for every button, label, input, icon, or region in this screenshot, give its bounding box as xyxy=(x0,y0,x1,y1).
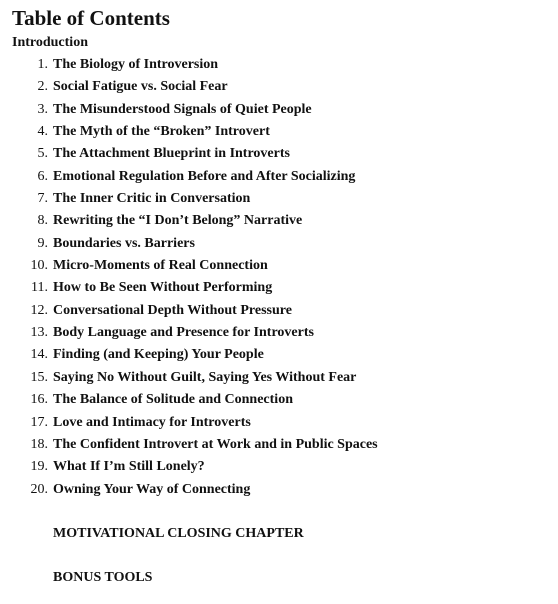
toc-introduction: Introduction xyxy=(12,35,88,50)
chapter-title: Love and Intimacy for Introverts xyxy=(53,414,251,430)
chapter-title: Emotional Regulation Before and After Socializing xyxy=(53,168,356,184)
chapter-title: Finding (and Keeping) Your People xyxy=(53,347,264,363)
chapter-title: The Inner Critic in Conversation xyxy=(53,191,251,207)
chapter-title: Boundaries vs. Barriers xyxy=(53,235,195,251)
chapter-number: 3. xyxy=(37,101,48,117)
chapter-number: 15. xyxy=(30,369,48,385)
chapter-number: 13. xyxy=(30,325,48,341)
chapter-number: 20. xyxy=(30,481,48,497)
toc-closing-chapter: MOTIVATIONAL CLOSING CHAPTER xyxy=(53,526,304,541)
chapter-number: 4. xyxy=(37,124,48,140)
chapter-number: 11. xyxy=(31,280,48,296)
toc-title: Table of Contents xyxy=(12,6,170,30)
chapter-title: The Myth of the “Broken” Introvert xyxy=(53,124,270,140)
chapter-title: The Misunderstood Signals of Quiet People xyxy=(53,101,312,117)
chapter-number: 18. xyxy=(30,436,48,452)
chapter-number: 5. xyxy=(37,146,48,162)
chapter-title: The Confident Introvert at Work and in Public Spaces xyxy=(53,436,378,452)
chapter-title: The Biology of Introversion xyxy=(53,57,219,72)
chapter-title: The Balance of Solitude and Connection xyxy=(53,392,293,408)
chapter-number: 10. xyxy=(30,258,48,274)
chapter-title: The Attachment Blueprint in Introverts xyxy=(53,146,290,162)
chapter-number: 12. xyxy=(30,302,48,318)
chapter-title: What If I’m Still Lonely? xyxy=(53,459,205,475)
chapter-title: Micro-Moments of Real Connection xyxy=(53,258,268,274)
chapter-title: Body Language and Presence for Introverts xyxy=(53,325,314,341)
chapter-number: 8. xyxy=(37,213,48,229)
toc-bonus-tools: BONUS TOOLS xyxy=(53,570,153,585)
chapter-title: Social Fatigue vs. Social Fear xyxy=(53,79,228,95)
chapter-number: 7. xyxy=(37,191,48,207)
chapter-title: Saying No Without Guilt, Saying Yes Without Fear xyxy=(53,369,357,385)
chapter-number: 9. xyxy=(37,235,48,251)
chapter-number: 6. xyxy=(37,168,48,184)
chapter-title: Rewriting the “I Don’t Belong” Narrative xyxy=(53,213,303,229)
chapter-number: 2. xyxy=(37,79,48,95)
chapter-number: 16. xyxy=(30,392,48,408)
chapter-title: Owning Your Way of Connecting xyxy=(53,481,251,497)
chapter-title: Conversational Depth Without Pressure xyxy=(53,302,292,318)
chapter-number: 14. xyxy=(30,347,48,363)
chapter-number: 19. xyxy=(30,459,48,475)
chapter-number: 1. xyxy=(37,57,48,72)
chapter-number: 17. xyxy=(30,414,48,430)
chapter-title: How to Be Seen Without Performing xyxy=(53,280,273,296)
